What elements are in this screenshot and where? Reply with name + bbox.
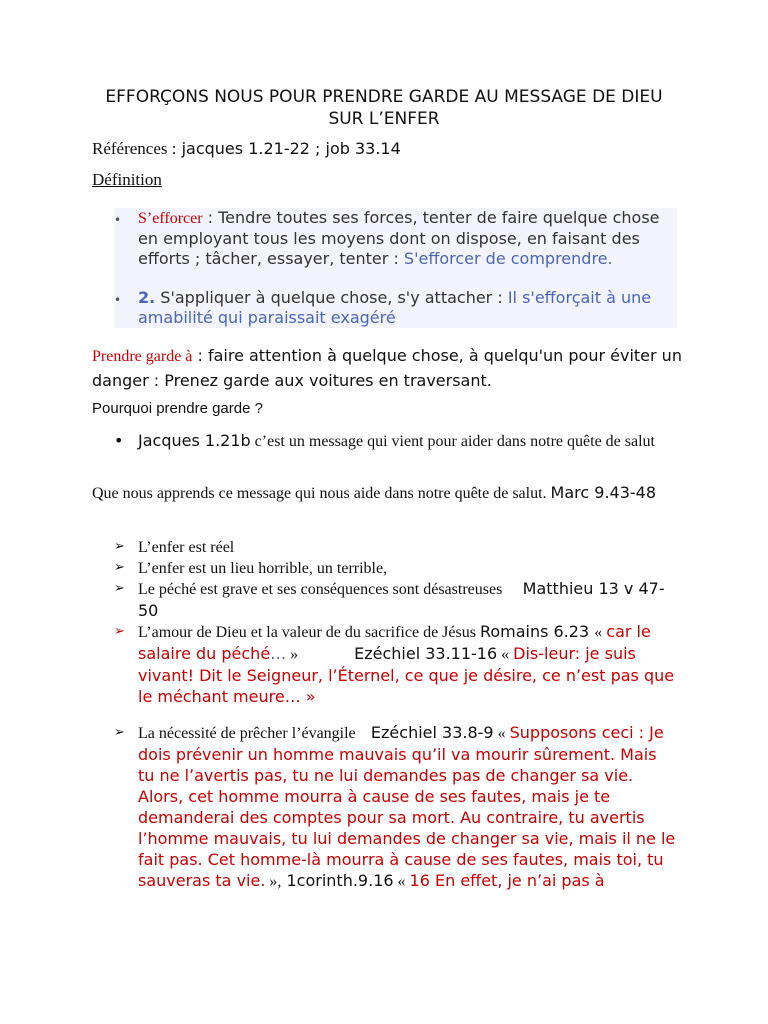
- prendre-garde-term: Prendre garde à: [92, 348, 193, 365]
- quote-close: »: [286, 646, 299, 663]
- list-item: [114, 578, 678, 621]
- list-item: [114, 557, 678, 579]
- quote-text-2: 16 En effet, je n’ai pas à: [409, 871, 605, 890]
- definition-heading: Définition: [92, 170, 162, 189]
- quote-text-2: Dis-leur: je suis vivant! Dit le Seigneur, l’Éternel, ce que je désire, ce n’est pas que le méchant meure… »: [138, 644, 675, 706]
- quote-close: »,: [265, 873, 282, 890]
- list-item: [114, 536, 678, 558]
- quote-open: «: [493, 725, 510, 742]
- quote-ellipsis: …: [270, 644, 287, 663]
- list-item-ref: Romains 6.23: [479, 622, 590, 641]
- arrow-bullet-icon: ➢: [114, 725, 125, 740]
- list-item-text: La nécessité de prêcher l’évangile: [138, 725, 356, 742]
- list-item-ref-2: Ezéchiel 33.11-16: [354, 644, 498, 663]
- list-item-text: L’amour de Dieu et la valeur de du sacrifice de Jésus: [138, 624, 480, 641]
- prendre-garde-definition: [92, 344, 682, 393]
- definition-text: S'appliquer à quelque chose, s'y attacher :: [155, 288, 508, 307]
- pourquoi-heading: Pourquoi prendre garde ?: [92, 400, 263, 417]
- definition-item-2: [114, 288, 678, 328]
- arrow-bullet-icon: ➢: [114, 539, 125, 554]
- list-item-text: L’enfer est un lieu horrible, un terrible,: [138, 560, 388, 577]
- list-item: [114, 621, 678, 707]
- quote-open-2: «: [393, 873, 410, 890]
- definition-item-1: [114, 208, 678, 269]
- quote-open-2: «: [497, 646, 514, 663]
- bullet-icon: •: [114, 431, 124, 450]
- arrow-bullet-icon: ➢: [114, 624, 125, 639]
- references-line: [92, 138, 401, 160]
- jacques-item: [114, 430, 678, 453]
- list-item-text: L’enfer est réel: [138, 539, 235, 556]
- quote-text: car le salaire du péché: [138, 622, 651, 663]
- prendre-garde-sep: :: [192, 346, 208, 365]
- page-title: EFFORÇONS NOUS POUR PRENDRE GARDE AU MESSAGE DE DIEU SUR L’ENFER: [105, 87, 663, 129]
- references-value: jacques 1.21-22 ; job 33.14: [181, 139, 401, 158]
- list-item-text: Le péché est grave et ses conséquences sont désastreuses: [138, 581, 503, 598]
- question-paragraph: [92, 482, 682, 505]
- list-item-ref: Matthieu 13 v 47-50: [138, 579, 665, 620]
- arrow-bullet-icon: ➢: [114, 581, 125, 596]
- definition-text: Tendre toutes ses forces, tenter de faire quelque chose en employant tous les moyens dont on dispose, en faisant des efforts ; tâcher, essayer, tenter :: [138, 208, 660, 268]
- references-label: Références :: [92, 139, 177, 158]
- definition-example: S'efforcer de comprendre.: [403, 249, 613, 268]
- jacques-ref: Jacques 1.21b: [138, 431, 251, 450]
- jacques-text: c’est un message qui vient pour aider dans notre quête de salut: [250, 433, 655, 450]
- bullet-icon: •: [114, 213, 122, 227]
- question-ref: Marc 9.43-48: [550, 483, 657, 502]
- prendre-garde-text: faire attention à quelque chose, à quelqu'un pour éviter un danger : Prenez garde aux voitures en traversant.: [92, 346, 682, 390]
- list-item-ref: Ezéchiel 33.8-9: [370, 723, 494, 742]
- definition-term: S’efforcer: [138, 210, 203, 227]
- definition-number: 2.: [138, 288, 156, 307]
- quote-open: «: [594, 624, 607, 641]
- definition-sep: :: [202, 208, 219, 227]
- list-item: [114, 722, 678, 892]
- question-text: Que nous apprends ce message qui nous aide dans notre quête de salut.: [92, 485, 551, 502]
- quote-text: Supposons ceci : Je dois prévenir un homme mauvais qu’il va mourir sûrement. Mais tu ne l’avertis pas, tu ne lui demandes pas de changer sa vie. Alors, cet homme mourra à cause de ses fautes, mais je te demanderai des comptes pour sa mort. Au contraire, tu avertis l’homme mauvais, tu lui demandes de changer sa vie, mais il ne le fait pas. Cet homme-là mourra à cause de ses fautes, mais toi, tu sauveras ta vie.: [138, 723, 676, 890]
- list-item-ref-2: 1corinth.9.16: [281, 871, 394, 890]
- definition-example: Il s'efforçait à une amabilité qui paraissait exagéré: [138, 288, 652, 327]
- arrow-bullet-icon: ➢: [114, 560, 125, 575]
- bullet-icon: •: [114, 293, 122, 307]
